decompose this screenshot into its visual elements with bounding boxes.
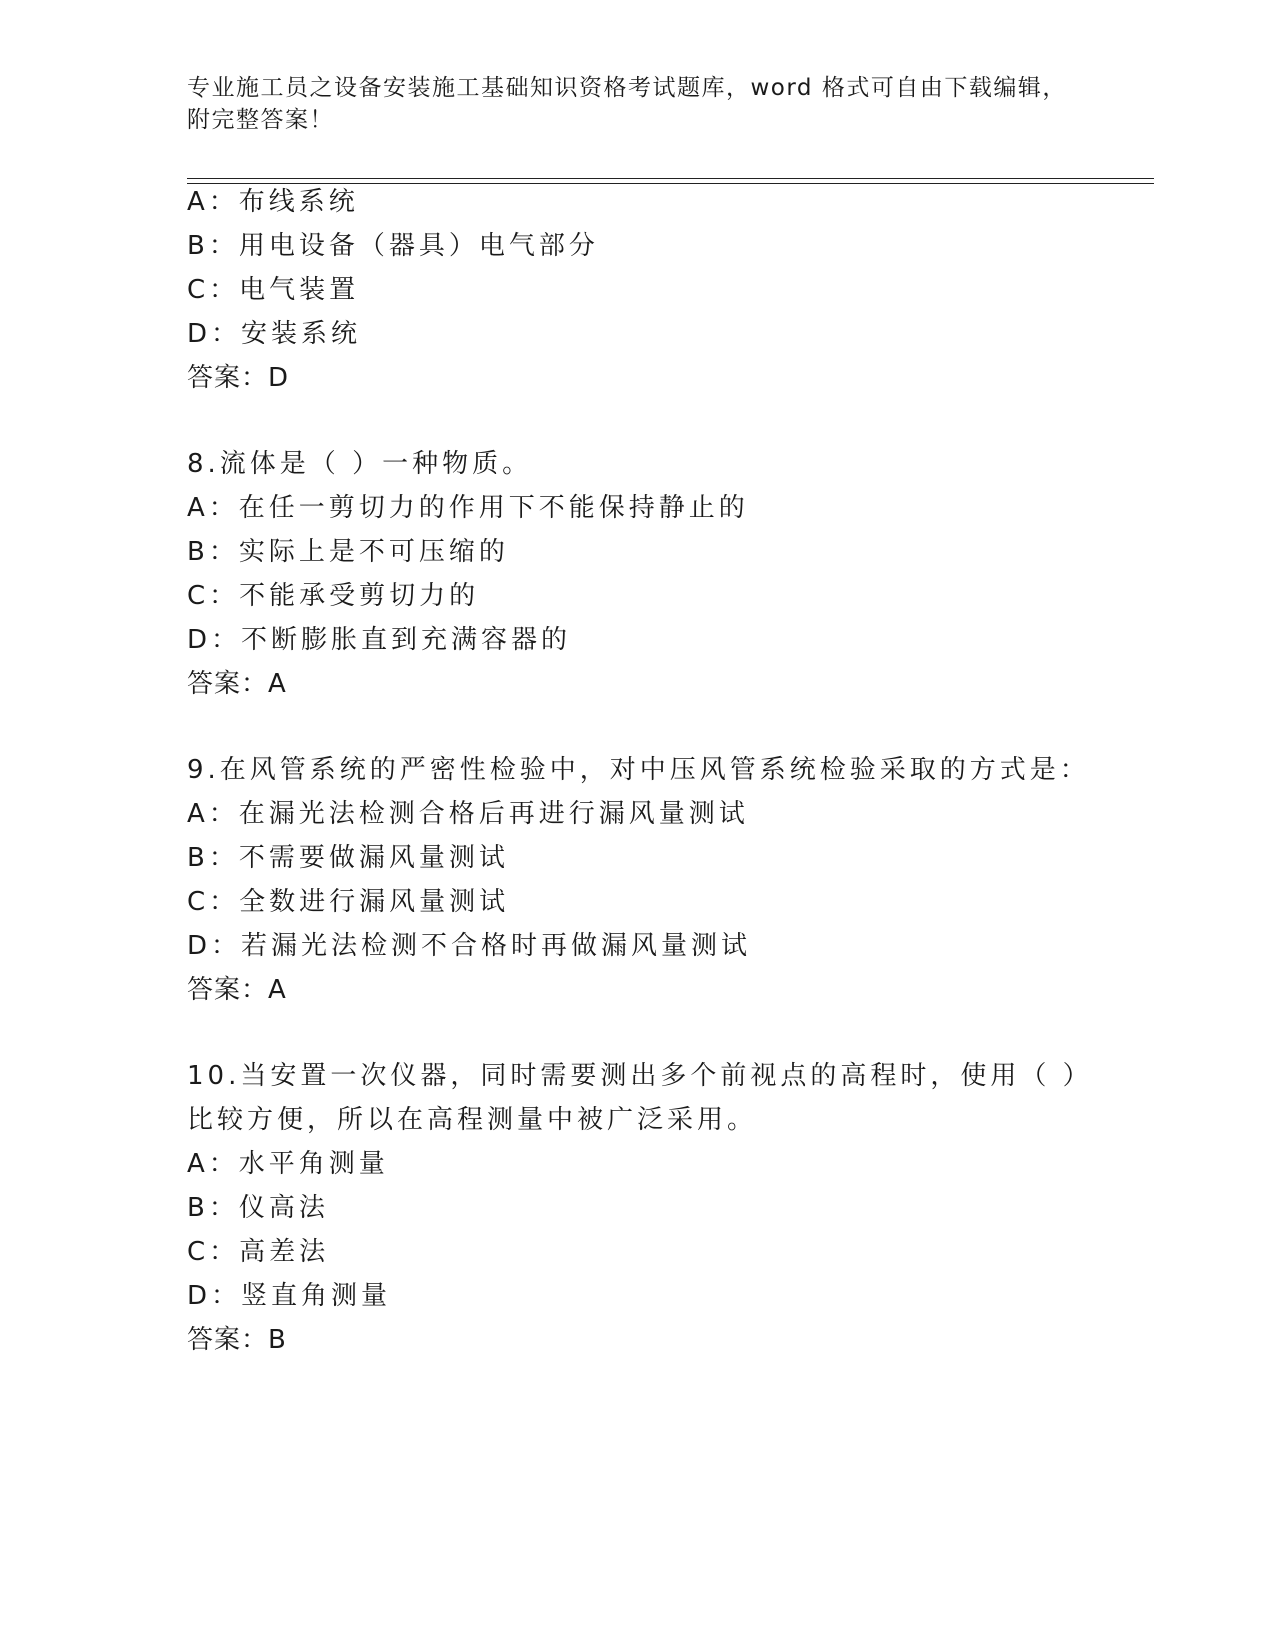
header-divider-bottom xyxy=(187,183,1154,184)
q9-answer: 答案：A xyxy=(187,975,287,1005)
q9-stem: 9.在风管系统的严密性检验中，对中压风管系统检验采取的方式是： xyxy=(187,755,1090,785)
q8-option-c: C：不能承受剪切力的 xyxy=(187,581,480,611)
header-line-2: 附完整答案！ xyxy=(187,107,334,133)
q10-option-c: C：高差法 xyxy=(187,1237,330,1267)
q8-option-d: D：不断膨胀直到充满容器的 xyxy=(187,625,572,655)
document-header xyxy=(187,72,1087,136)
prev-option-d: D：安装系统 xyxy=(187,319,362,349)
q9-option-a: A：在漏光法检测合格后再进行漏风量测试 xyxy=(187,799,749,829)
q10-option-a: A：水平角测量 xyxy=(187,1149,389,1179)
q9-option-b: B：不需要做漏风量测试 xyxy=(187,843,509,873)
q8-option-b: B：实际上是不可压缩的 xyxy=(187,537,509,567)
q8-option-a: A：在任一剪切力的作用下不能保持静止的 xyxy=(187,493,749,523)
header-line-1: 专业施工员之设备安装施工基础知识资格考试题库，word 格式可自由下载编辑， xyxy=(187,75,1067,101)
q8-stem: 8.流体是（ ）一种物质。 xyxy=(187,449,533,479)
q10-answer: 答案：B xyxy=(187,1325,287,1355)
q9-option-c: C：全数进行漏风量测试 xyxy=(187,887,510,917)
prev-option-b: B：用电设备（器具）电气部分 xyxy=(187,231,599,261)
q10-stem-line-1: 10.当安置一次仪器，同时需要测出多个前视点的高程时，使用（ ） xyxy=(187,1061,1093,1091)
q10-option-d: D：竖直角测量 xyxy=(187,1281,392,1311)
q10-option-b: B：仪高法 xyxy=(187,1193,329,1223)
q9-option-d: D：若漏光法检测不合格时再做漏风量测试 xyxy=(187,931,752,961)
header-divider-top xyxy=(187,178,1154,179)
q8-answer: 答案：A xyxy=(187,669,287,699)
prev-option-c: C：电气装置 xyxy=(187,275,360,305)
q10-stem-line-2: 比较方便，所以在高程测量中被广泛采用。 xyxy=(187,1105,758,1135)
prev-option-a: A：布线系统 xyxy=(187,187,359,217)
prev-answer: 答案：D xyxy=(187,363,290,393)
